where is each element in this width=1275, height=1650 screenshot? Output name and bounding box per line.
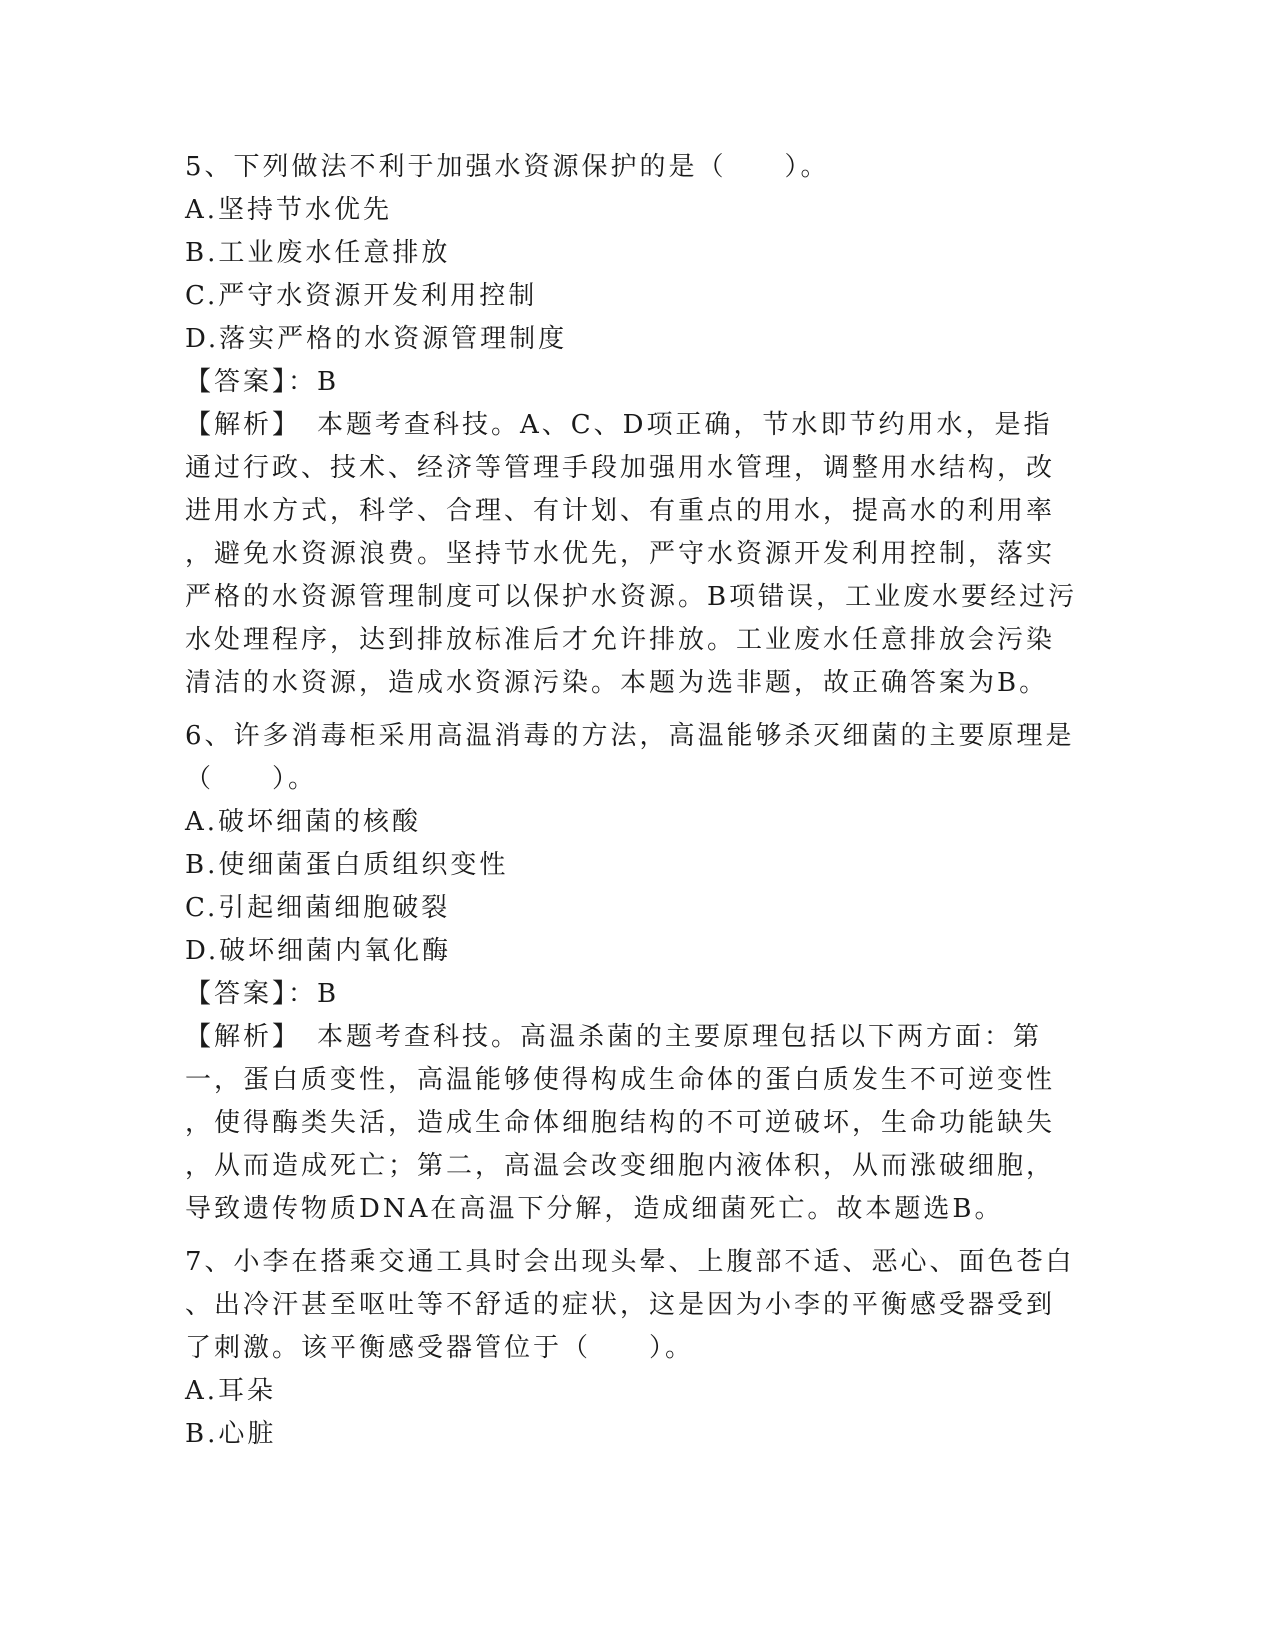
question-stem: 6、许多消毒柜采用高温消毒的方法，高温能够杀灭细菌的主要原理是	[185, 721, 1075, 751]
option-b: B.工业废水任意排放	[185, 238, 451, 268]
question-6	[185, 715, 1085, 1231]
question-stem: 了刺激。该平衡感受器管位于（ ）。	[185, 1333, 695, 1363]
option-a: A.耳朵	[185, 1376, 277, 1406]
analysis-line: 严格的水资源管理制度可以保护水资源。B项错误，工业废水要经过污	[185, 582, 1078, 612]
option-b: B.使细菌蛋白质组织变性	[185, 850, 509, 880]
analysis-line: ，从而造成死亡；第二，高温会改变细胞内液体积，从而涨破细胞，	[185, 1151, 1056, 1181]
analysis-line: 导致遗传物质DNA在高温下分解，造成细菌死亡。故本题选B。	[185, 1194, 1004, 1224]
option-c: C.严守水资源开发利用控制	[185, 281, 538, 311]
analysis-line: 【解析】 本题考查科技。A、C、D项正确，节水即节约用水，是指	[185, 410, 1053, 440]
question-stem: 7、小李在搭乘交通工具时会出现头晕、上腹部不适、恶心、面色苍白	[185, 1247, 1075, 1277]
option-d: D.落实严格的水资源管理制度	[185, 324, 568, 354]
analysis-line: 通过行政、技术、经济等管理手段加强用水管理，调整用水结构，改	[185, 453, 1056, 483]
option-a: A.破坏细菌的核酸	[185, 807, 422, 837]
document-page	[185, 146, 1085, 1456]
option-c: C.引起细菌细胞破裂	[185, 893, 451, 923]
question-5	[185, 146, 1085, 705]
question-7	[185, 1241, 1085, 1456]
question-stem: 、出冷汗甚至呕吐等不舒适的症状，这是因为小李的平衡感受器受到	[185, 1290, 1056, 1320]
analysis-line: 清洁的水资源，造成水资源污染。本题为选非题，故正确答案为B。	[185, 668, 1049, 698]
analysis-line: ，使得酶类失活，造成生命体细胞结构的不可逆破坏，生命功能缺失	[185, 1108, 1056, 1138]
analysis-line: 水处理程序，达到排放标准后才允许排放。工业废水任意排放会污染	[185, 625, 1056, 655]
analysis-line: 进用水方式，科学、合理、有计划、有重点的用水，提高水的利用率	[185, 496, 1056, 526]
answer: 【答案】：B	[185, 367, 340, 397]
question-stem: （ ）。	[185, 764, 318, 794]
analysis-line: ，避免水资源浪费。坚持节水优先，严守水资源开发利用控制，落实	[185, 539, 1056, 569]
answer: 【答案】：B	[185, 979, 340, 1009]
option-a: A.坚持节水优先	[185, 195, 393, 225]
analysis-line: 【解析】 本题考查科技。高温杀菌的主要原理包括以下两方面：第	[185, 1022, 1043, 1052]
question-stem: 5、下列做法不利于加强水资源保护的是（ ）。	[185, 152, 830, 182]
analysis-line: 一，蛋白质变性，高温能够使得构成生命体的蛋白质发生不可逆变性	[185, 1065, 1056, 1095]
option-b: B.心脏	[185, 1419, 277, 1449]
option-d: D.破坏细菌内氧化酶	[185, 936, 452, 966]
